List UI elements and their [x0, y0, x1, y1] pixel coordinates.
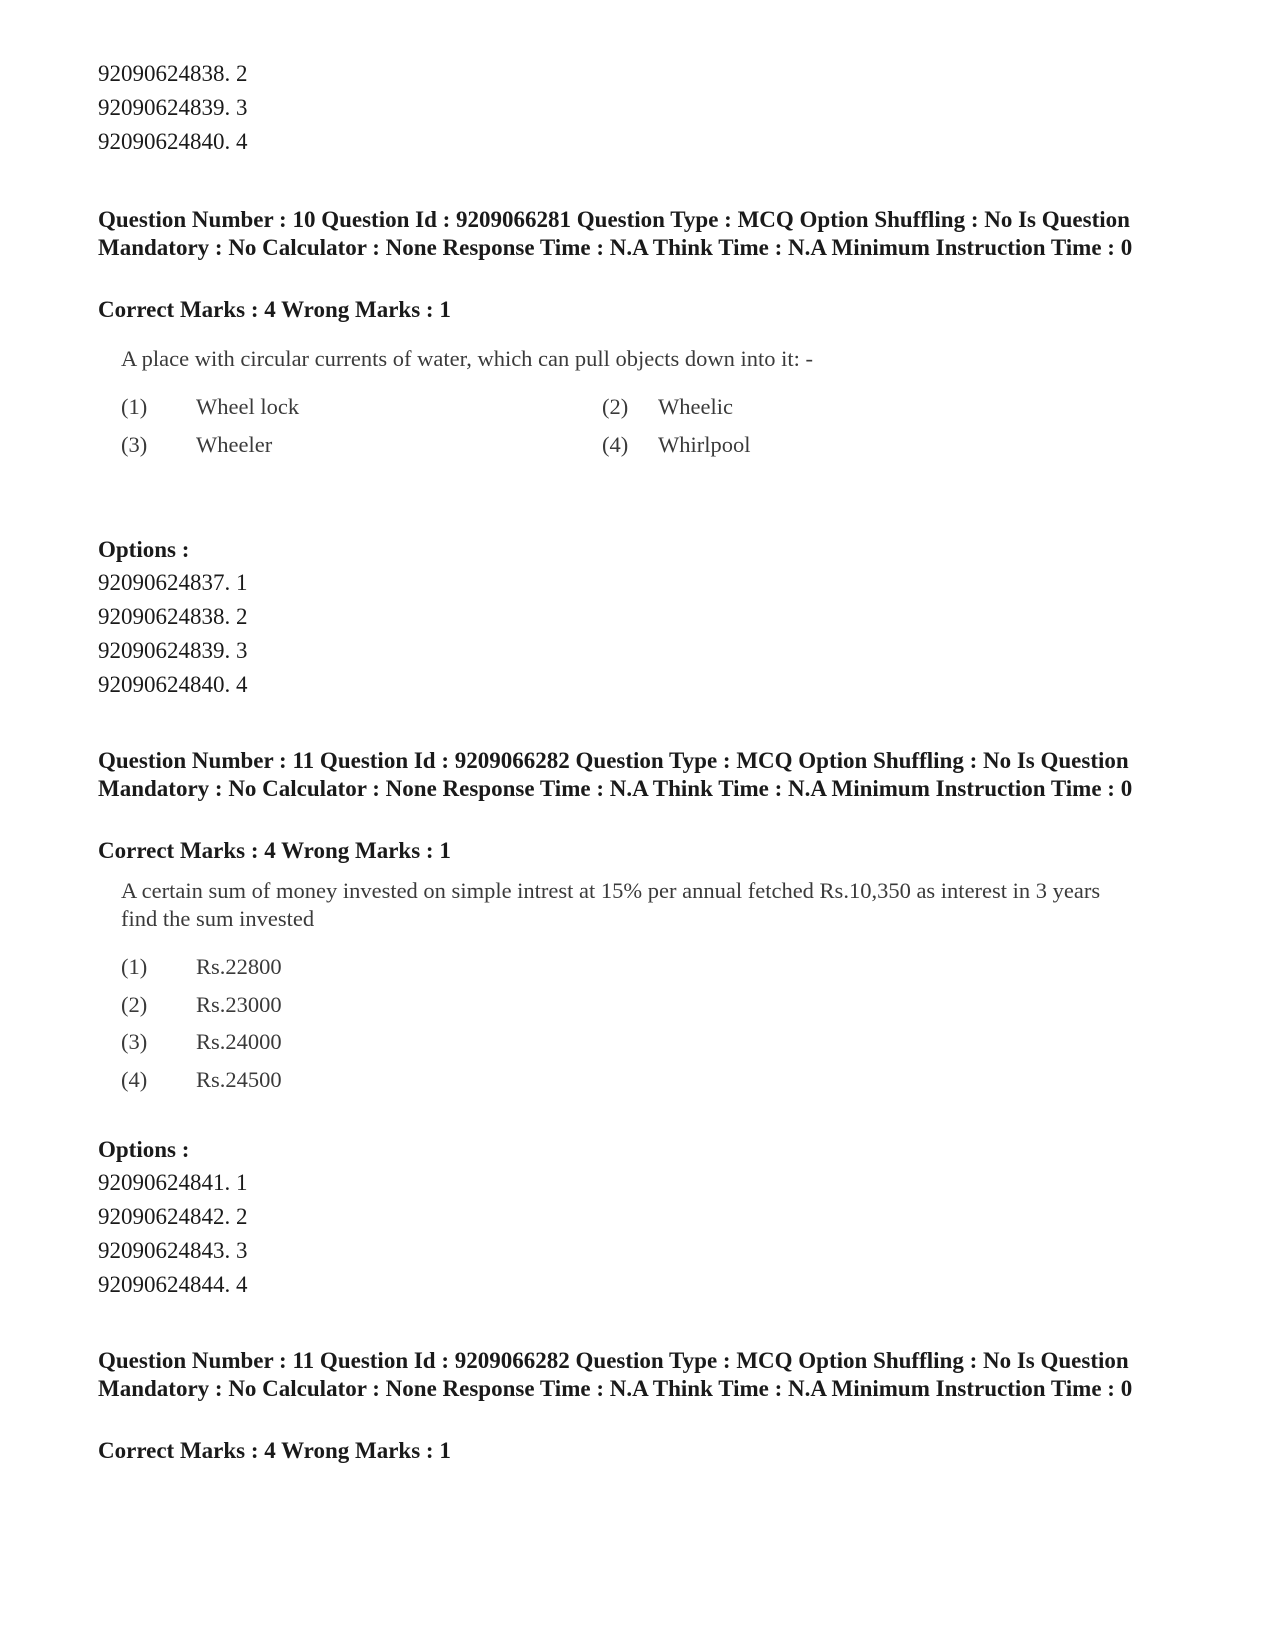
option-line: 92090624840. 4: [98, 129, 248, 154]
choice-text: Whirlpool: [658, 432, 751, 457]
option-line: 92090624837. 1: [98, 570, 248, 595]
option-line: 92090624839. 3: [98, 638, 248, 663]
choice-1: [121, 952, 282, 982]
choice-number: (1): [121, 954, 148, 979]
option-line: 92090624841. 1: [98, 1170, 248, 1195]
option-line: 92090624842. 2: [98, 1204, 248, 1229]
choice-number: (3): [121, 432, 148, 457]
option-line: 92090624843. 3: [98, 1238, 248, 1263]
choice-number: (4): [121, 1067, 148, 1092]
option-line: 92090624840. 4: [98, 672, 248, 697]
option-line: 92090624844. 4: [98, 1272, 248, 1297]
question-header: Question Number : 11 Question Id : 9209066282 Question Type : MCQ Option Shuffling : No Is Question Mandatory : No Calculator : None Response Time : N.A Think Time : N.A Minimum Instruction Time : 0: [98, 748, 1133, 801]
marks-line: Correct Marks : 4 Wrong Marks : 1: [98, 297, 451, 322]
choice-text: Rs.23000: [196, 992, 282, 1017]
option-line: 92090624839. 3: [98, 95, 248, 120]
choice-3: [121, 1027, 282, 1057]
choice-text: Rs.24500: [196, 1067, 282, 1092]
choice-text: Wheeler: [196, 432, 273, 457]
options-label: Options :: [98, 537, 190, 562]
question-header: Question Number : 10 Question Id : 9209066281 Question Type : MCQ Option Shuffling : No Is Question Mandatory : No Calculator : None Response Time : N.A Think Time : N.A Minimum Instruction Time : 0: [98, 207, 1133, 260]
choice-4: [602, 430, 750, 460]
choice-text: Rs.24000: [196, 1029, 282, 1054]
choice-2: [602, 392, 733, 422]
choice-number: (4): [602, 432, 629, 457]
options-label: Options :: [98, 1137, 190, 1162]
choice-number: (3): [121, 1029, 148, 1054]
choice-text: Rs.22800: [196, 954, 282, 979]
choice-3: [121, 430, 272, 460]
question-text: A place with circular currents of water, which can pull objects down into it: -: [121, 346, 814, 371]
choice-number: (1): [121, 394, 148, 419]
choice-2: [121, 990, 282, 1020]
question-header: Question Number : 11 Question Id : 9209066282 Question Type : MCQ Option Shuffling : No Is Question Mandatory : No Calculator : None Response Time : N.A Think Time : N.A Minimum Instruction Time : 0: [98, 1348, 1133, 1401]
choice-1: [121, 392, 299, 422]
choice-text: Wheel lock: [196, 394, 300, 419]
choice-number: (2): [121, 992, 148, 1017]
question-text: A certain sum of money invested on simple intrest at 15% per annual fetched Rs.10,350 as interest in 3 years find the sum invested: [121, 878, 1101, 931]
option-line: 92090624838. 2: [98, 61, 248, 86]
choice-text: Wheelic: [658, 394, 733, 419]
marks-line: Correct Marks : 4 Wrong Marks : 1: [98, 838, 451, 863]
option-line: 92090624838. 2: [98, 604, 248, 629]
marks-line: Correct Marks : 4 Wrong Marks : 1: [98, 1438, 451, 1463]
choice-4: [121, 1065, 282, 1095]
choice-number: (2): [602, 394, 629, 419]
